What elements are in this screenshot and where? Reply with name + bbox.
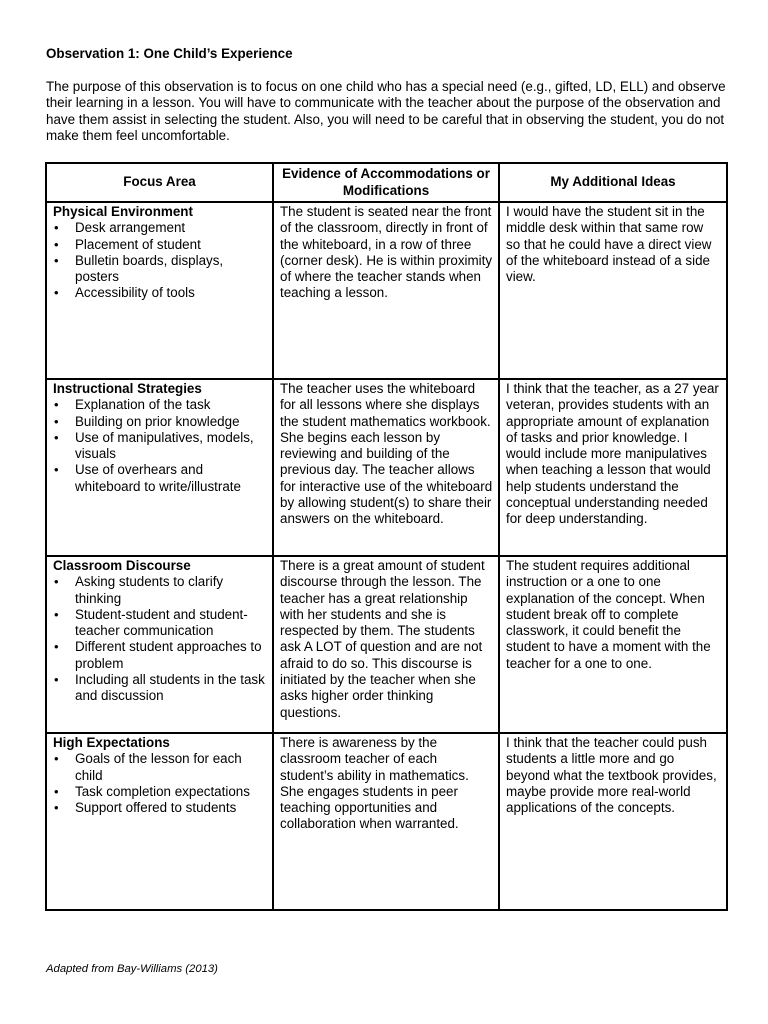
list-item: • Support offered to students: [54, 800, 237, 816]
list-item: • Accessibility of tools: [54, 285, 195, 301]
focus-area-title: Instructional Strategies: [53, 381, 202, 396]
list-item: • Bulletin boards, displays, posters: [54, 252, 224, 285]
bullet-icon: •: [54, 397, 59, 413]
table-row: [46, 556, 727, 733]
focus-area-list: [53, 574, 267, 704]
evidence-cell: The student is seated near the front of the classroom, directly in front of the whiteboard, in a row of three (corner desk). He is within proximity of where the teacher stands when teaching a lesson.: [273, 202, 499, 379]
footer-citation: Adapted from Bay-Williams (2013): [46, 963, 218, 975]
focus-area-title: Physical Environment: [53, 204, 193, 219]
list-item: • Asking students to clarify thinking: [54, 574, 224, 606]
list-item: • Including all students in the task and discussion: [54, 672, 265, 704]
bullet-icon: •: [54, 672, 59, 688]
focus-area-cell: [46, 733, 273, 910]
ideas-cell: The student requires additional instruction or a one to one explanation of the concept. When student break off to complete classwork, it could benefit the student to have a moment with the teacher for a one to one.: [499, 556, 727, 733]
bullet-icon: •: [54, 220, 59, 236]
focus-area-list: [53, 751, 267, 816]
observation-table: [45, 162, 728, 911]
bullet-icon: •: [54, 285, 59, 301]
ideas-cell: I think that the teacher, as a 27 year veteran, provides students with an appropriate amount of explanation of tasks and prior knowledge. I would include more manipulatives when teaching a lesson that would help students understand the conceptual understanding needed for deep understanding.: [499, 379, 727, 556]
bullet-icon: •: [54, 236, 59, 252]
bullet-icon: •: [54, 606, 59, 622]
intro-paragraph: The purpose of this observation is to focus on one child who has a special need (e.g., gifted, LD, ELL) and observe their learning in a lesson. You will have to communicate with the teacher about the purpose of the observation and have them assist in selecting the student. Also, you will need to be careful that in observing the student, you do not make them feel uncomfortable.: [46, 79, 726, 144]
bullet-icon: •: [54, 429, 59, 445]
focus-area-list: [53, 397, 267, 495]
evidence-cell: There is awareness by the classroom teacher of each student’s ability in mathematics. She engages students in peer teaching opportunities and collaboration when warranted.: [273, 733, 499, 910]
table-row: [46, 202, 727, 379]
bullet-icon: •: [54, 574, 59, 590]
focus-area-list: [53, 220, 267, 301]
focus-area-cell: [46, 202, 273, 379]
header-focus-area: Focus Area: [46, 163, 273, 202]
list-item: • Explanation of the task: [54, 397, 211, 413]
list-item: • Desk arrangement: [54, 220, 186, 236]
focus-area-title: Classroom Discourse: [53, 558, 191, 573]
bullet-icon: •: [54, 783, 59, 799]
list-item: • Goals of the lesson for each child: [54, 751, 242, 783]
bullet-icon: •: [54, 252, 59, 268]
bullet-icon: •: [54, 639, 59, 655]
evidence-cell: The teacher uses the whiteboard for all lessons where she displays the student mathematics workbook. She begins each lesson by reviewing and building of the previous day. The teacher allows for interactive use of the whiteboard by allowing student(s) to share their answers on the whiteboard.: [273, 379, 499, 556]
bullet-icon: •: [54, 800, 59, 816]
bullet-icon: •: [54, 751, 59, 767]
focus-area-cell: [46, 379, 273, 556]
ideas-cell: I would have the student sit in the middle desk within that same row so that he could have a direct view of the whiteboard instead of a side view.: [499, 202, 727, 379]
evidence-cell: There is a great amount of student discourse through the lesson. The teacher has a great relationship with her students and she is respected by them. The students ask A LOT of question and are not afraid to do so. This discourse is initiated by the teacher when she asks higher order thinking questions.: [273, 556, 499, 733]
table-row: [46, 379, 727, 556]
list-item: • Use of overhears and whiteboard to write/illustrate: [54, 462, 241, 494]
focus-area-cell: [46, 556, 273, 733]
header-evidence: Evidence of Accommodations or Modifications: [273, 163, 499, 202]
table-row: [46, 733, 727, 910]
list-item: • Use of manipulatives, models, visuals: [54, 429, 254, 462]
list-item: • Task completion expectations: [54, 783, 250, 799]
ideas-cell: I think that the teacher could push students a little more and go beyond what the textbook provides, maybe provide more real-world applications of the concepts.: [499, 733, 727, 910]
list-item: • Placement of student: [54, 236, 201, 252]
list-item: • Student-student and student-teacher communication: [54, 606, 248, 639]
bullet-icon: •: [54, 462, 59, 478]
list-item: • Building on prior knowledge: [54, 413, 240, 429]
focus-area-title: High Expectations: [53, 735, 170, 750]
header-additional-ideas: My Additional Ideas: [499, 163, 727, 202]
bullet-icon: •: [54, 413, 59, 429]
page-title: Observation 1: One Child’s Experience: [46, 46, 293, 61]
table-header-row: [46, 163, 727, 202]
list-item: • Different student approaches to problem: [54, 639, 262, 671]
